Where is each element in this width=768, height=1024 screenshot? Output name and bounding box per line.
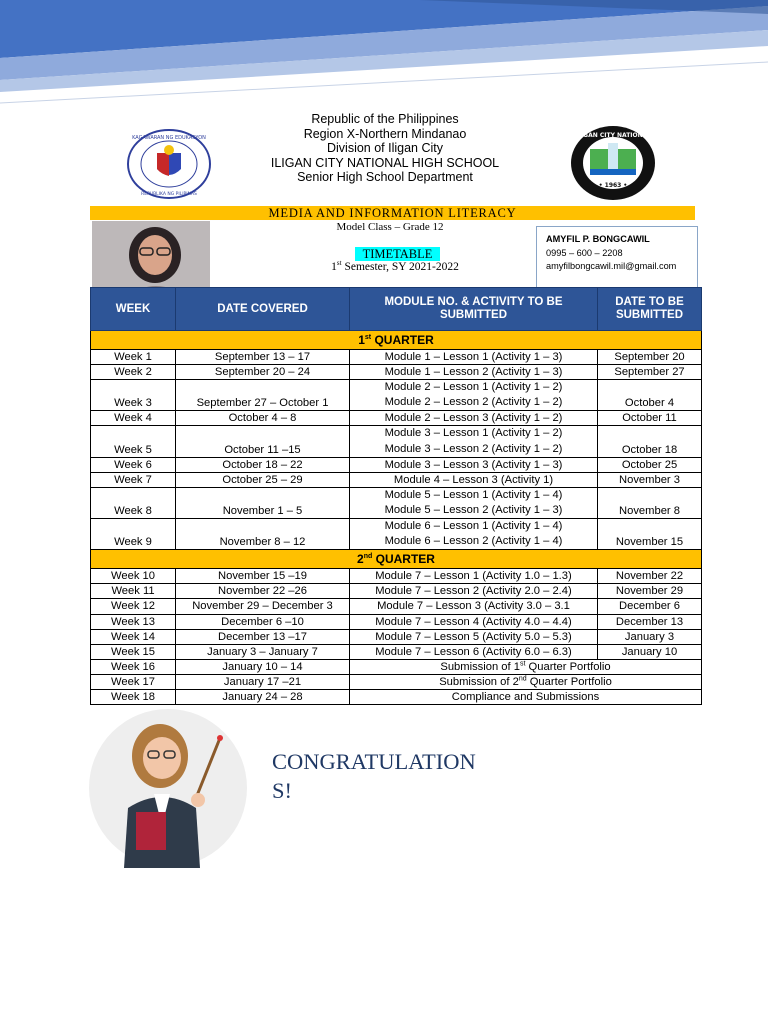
cell-module — [350, 365, 598, 380]
q-rest: QUARTER — [372, 552, 435, 567]
cell-week: Week 4 — [91, 411, 176, 426]
header-line: Division of Iligan City — [326, 141, 443, 156]
cell-date: October 25 – 29 — [176, 472, 350, 487]
module-line: Module 5 – Lesson 1 (Activity 1 – 4) — [384, 488, 563, 501]
table-row — [91, 659, 702, 674]
cell-week: Week 8 — [91, 487, 176, 518]
cell-week: Week 17 — [91, 674, 176, 689]
q-sup: st — [364, 334, 372, 341]
cell-module — [350, 457, 598, 472]
cell-date: November 15 –19 — [176, 569, 350, 584]
cell-week: Week 3 — [91, 380, 176, 411]
module-line: Module 7 – Lesson 4 (Activity 4.0 – 4.4) — [375, 615, 572, 628]
cell-date: December 6 –10 — [176, 614, 350, 629]
cell-date: September 13 – 17 — [176, 350, 350, 365]
col-week: WEEK — [91, 288, 176, 331]
cell-week: Week 10 — [91, 569, 176, 584]
header-line: ILIGAN CITY NATIONAL HIGH SCHOOL — [270, 155, 500, 170]
cell-week: Week 11 — [91, 584, 176, 599]
cell-week: Week 15 — [91, 644, 176, 659]
submission-sup: st — [519, 660, 526, 668]
module-line: Module 7 – Lesson 5 (Activity 5.0 – 5.3) — [375, 630, 572, 643]
cell-week: Week 13 — [91, 614, 176, 629]
cell-module — [350, 614, 598, 629]
model-class: Model Class – Grade 12 — [336, 221, 444, 233]
cell-date: September 27 – October 1 — [176, 380, 350, 411]
svg-text:• 1963 •: • 1963 • — [598, 182, 628, 189]
semester — [305, 261, 485, 273]
cell-week: Week 12 — [91, 599, 176, 614]
cell-module — [350, 411, 598, 426]
cell-due: September 27 — [598, 365, 702, 380]
schedule-table — [90, 287, 702, 705]
table-row — [91, 472, 702, 487]
semester-num: 1 — [331, 261, 337, 273]
header-line: Region X-Northern Mindanao — [303, 126, 467, 141]
module-line: Module 7 – Lesson 6 (Activity 6.0 – 6.3) — [375, 645, 572, 658]
table-row — [91, 350, 702, 365]
top-banner — [0, 0, 768, 110]
cell-submission — [350, 674, 702, 689]
quarter-row — [91, 331, 702, 350]
cell-date: November 22 –26 — [176, 584, 350, 599]
congrats-line2: S! — [272, 778, 293, 803]
cell-due: November 3 — [598, 472, 702, 487]
cell-date: September 20 – 24 — [176, 365, 350, 380]
cell-submission — [350, 659, 702, 674]
submission-post: Quarter Portfolio — [525, 660, 611, 673]
cell-module — [350, 584, 598, 599]
cell-week: Week 2 — [91, 365, 176, 380]
cell-due: November 8 — [598, 487, 702, 518]
table-row — [91, 426, 702, 457]
semester-rest: Semester, SY 2021-2022 — [341, 261, 459, 273]
cell-module — [350, 350, 598, 365]
cell-week: Week 18 — [91, 689, 176, 704]
cell-date: October 18 – 22 — [176, 457, 350, 472]
cell-module — [350, 380, 598, 411]
table-row — [91, 674, 702, 689]
cell-week: Week 9 — [91, 519, 176, 550]
congratulations-text — [272, 747, 522, 805]
course-title: MEDIA AND INFORMATION LITERACY — [90, 206, 695, 220]
module-line: Module 6 – Lesson 2 (Activity 1 – 4) — [384, 535, 563, 548]
module-line: Module 2 – Lesson 2 (Activity 1 – 2) — [384, 396, 563, 409]
cell-due: October 11 — [598, 411, 702, 426]
quarter-2-label — [91, 550, 702, 569]
table-row — [91, 599, 702, 614]
module-line: Module 3 – Lesson 3 (Activity 1 – 3) — [384, 458, 563, 471]
module-line: Module 2 – Lesson 1 (Activity 1 – 2) — [384, 381, 563, 394]
cell-due: January 10 — [598, 644, 702, 659]
col-date: DATE COVERED — [176, 288, 350, 331]
school-header — [230, 112, 540, 185]
cell-week: Week 6 — [91, 457, 176, 472]
table-row — [91, 411, 702, 426]
header-line: Senior High School Department — [297, 170, 473, 185]
svg-text:KAGAWARAN NG EDUKASYON: KAGAWARAN NG EDUKASYON — [132, 135, 206, 141]
cell-week: Week 7 — [91, 472, 176, 487]
school-seal — [570, 125, 656, 201]
cell-due: November 22 — [598, 569, 702, 584]
cell-week: Week 16 — [91, 659, 176, 674]
q-sup: nd — [363, 553, 373, 561]
cell-date: October 11 –15 — [176, 426, 350, 457]
cell-due: December 13 — [598, 614, 702, 629]
col-module: MODULE NO. & ACTIVITY TO BE SUBMITTED — [350, 288, 598, 331]
submission-sup: nd — [518, 675, 527, 683]
timetable-label: TIMETABLE — [355, 247, 440, 261]
congrats-line1: CONGRATULATION — [272, 749, 476, 774]
module-line: Module 2 – Lesson 3 (Activity 1 – 2) — [384, 412, 563, 425]
cell-date: January 3 – January 7 — [176, 644, 350, 659]
cell-date: January 24 – 28 — [176, 689, 350, 704]
cell-module — [350, 644, 598, 659]
module-line: Module 7 – Lesson 1 (Activity 1.0 – 1.3) — [375, 570, 572, 583]
contact-phone: 0995 – 600 – 2208 — [546, 247, 623, 258]
module-line: Module 6 – Lesson 1 (Activity 1 – 4) — [384, 520, 563, 533]
quarter-1-label — [91, 331, 702, 350]
submission-pre: Submission of 2 — [439, 675, 519, 688]
cell-module — [350, 487, 598, 518]
q-rest: QUARTER — [371, 333, 434, 347]
submission-post: Quarter Portfolio — [526, 675, 612, 688]
q-num: 2 — [357, 552, 364, 567]
semester-sup: st — [336, 259, 342, 268]
cell-date: December 13 –17 — [176, 629, 350, 644]
cell-date: October 4 – 8 — [176, 411, 350, 426]
cell-submission: Compliance and Submissions — [350, 689, 702, 704]
cell-due: October 4 — [598, 380, 702, 411]
contact-name: AMYFIL P. BONGCAWIL — [546, 234, 650, 244]
module-line: Module 7 – Lesson 2 (Activity 2.0 – 2.4) — [375, 585, 572, 598]
cell-due: November 15 — [598, 519, 702, 550]
table-row — [91, 569, 702, 584]
cell-week: Week 5 — [91, 426, 176, 457]
quarter-row — [91, 550, 702, 569]
contact-email: amyfilbongcawil.mil@gmail.com — [546, 261, 677, 271]
cell-module — [350, 629, 598, 644]
table-row — [91, 380, 702, 411]
cell-date: November 29 – December 3 — [176, 599, 350, 614]
module-line: Module 4 – Lesson 3 (Activity 1) — [393, 473, 554, 486]
table-row — [91, 457, 702, 472]
table-header-row — [91, 288, 702, 331]
module-line: Module 7 – Lesson 3 (Activity 3.0 – 3.1 — [377, 600, 570, 613]
cell-module — [350, 569, 598, 584]
module-line: Module 3 – Lesson 2 (Activity 1 – 2) — [384, 442, 563, 455]
header-line: Republic of the Philippines — [311, 112, 459, 126]
table-row — [91, 365, 702, 380]
table-row — [91, 614, 702, 629]
module-line: Module 1 – Lesson 2 (Activity 1 – 3) — [384, 366, 563, 379]
table-row — [91, 584, 702, 599]
cell-module — [350, 426, 598, 457]
cell-date: January 17 –21 — [176, 674, 350, 689]
svg-text:ILIGAN CITY NATIONAL: ILIGAN CITY NATIONAL — [574, 132, 652, 139]
svg-text:REPUBLIKA NG PILIPINAS: REPUBLIKA NG PILIPINAS — [141, 192, 197, 197]
deped-seal — [127, 129, 211, 199]
teacher-illustration — [88, 708, 248, 868]
cell-week: Week 1 — [91, 350, 176, 365]
cell-due: October 18 — [598, 426, 702, 457]
cell-date: November 8 – 12 — [176, 519, 350, 550]
submission-pre: Submission of 1 — [440, 660, 520, 673]
module-line: Module 3 – Lesson 1 (Activity 1 – 2) — [384, 427, 563, 440]
cell-due: October 25 — [598, 457, 702, 472]
cell-due: January 3 — [598, 629, 702, 644]
cell-date: November 1 – 5 — [176, 487, 350, 518]
cell-date: January 10 – 14 — [176, 659, 350, 674]
cell-module — [350, 599, 598, 614]
cell-module — [350, 472, 598, 487]
col-due: DATE TO BE SUBMITTED — [598, 288, 702, 331]
cell-week: Week 14 — [91, 629, 176, 644]
table-row — [91, 519, 702, 550]
module-line: Module 5 – Lesson 2 (Activity 1 – 3) — [384, 503, 563, 516]
cell-due: September 20 — [598, 350, 702, 365]
table-row — [91, 487, 702, 518]
table-row — [91, 644, 702, 659]
cell-due: December 6 — [598, 599, 702, 614]
table-row — [91, 629, 702, 644]
cell-due: November 29 — [598, 584, 702, 599]
table-row — [91, 689, 702, 704]
q-num: 1 — [358, 333, 365, 347]
module-line: Module 1 – Lesson 1 (Activity 1 – 3) — [384, 351, 563, 363]
cell-module — [350, 519, 598, 550]
